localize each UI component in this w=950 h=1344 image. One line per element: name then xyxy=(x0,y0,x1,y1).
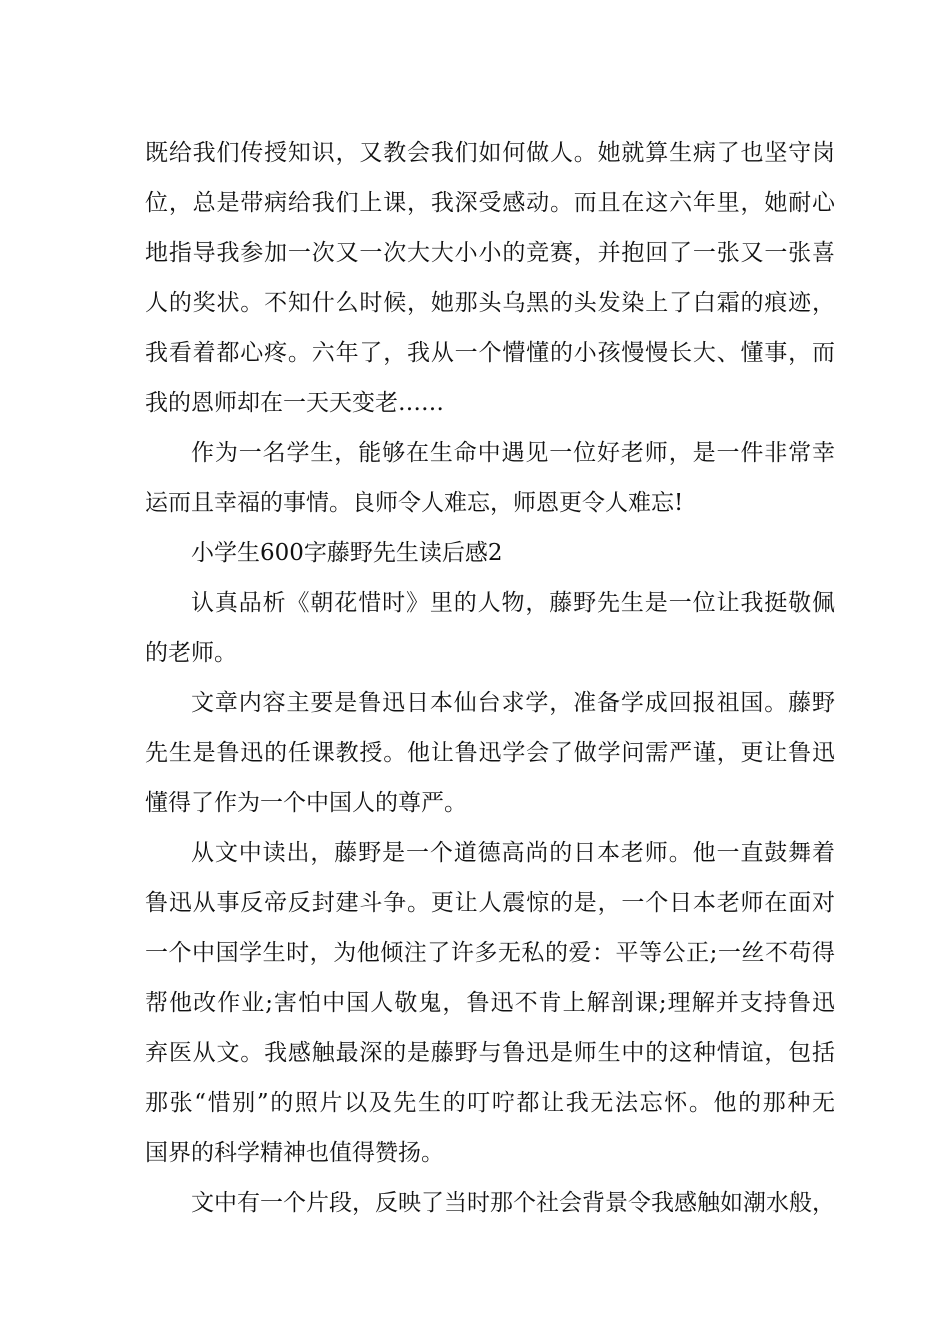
text-line: 文章内容主要是鲁迅日本仙台求学，准备学成回报祖国。藤野 xyxy=(191,690,835,716)
text-line: 弃医从文。我感触最深的是藤野与鲁迅是师生中的这种情谊，包括 xyxy=(145,1040,835,1066)
text-line: 地指导我参加一次又一次大大小小的竞赛，并抱回了一张又一张喜 xyxy=(145,240,835,266)
text-line: 既给我们传授知识，又教会我们如何做人。她就算生病了也坚守岗 xyxy=(145,140,835,166)
text-line: 从文中读出，藤野是一个道德高尚的日本老师。他一直鼓舞着 xyxy=(191,840,835,866)
text-line: 那张“惜别”的照片以及先生的叮咛都让我无法忘怀。他的那种无 xyxy=(145,1090,835,1116)
text-line: 我看着都心疼。六年了，我从一个懵懂的小孩慢慢长大、懂事，而 xyxy=(145,340,835,366)
text-line: 小学生600字藤野先生读后感2 xyxy=(191,540,503,566)
text-line: 鲁迅从事反帝反封建斗争。更让人震惊的是，一个日本老师在面对 xyxy=(145,890,835,916)
text-line: 人的奖状。不知什么时候，她那头乌黑的头发染上了白霜的痕迹， xyxy=(145,290,835,316)
document-body xyxy=(145,128,835,1228)
text-line: 懂得了作为一个中国人的尊严。 xyxy=(145,790,467,816)
text-line: 运而且幸福的事情。良师令人难忘，师恩更令人难忘! xyxy=(145,490,684,516)
text-line: 文中有一个片段，反映了当时那个社会背景令我感触如潮水般， xyxy=(191,1190,835,1216)
text-line: 的老师。 xyxy=(145,640,237,666)
text-line: 作为一名学生，能够在生命中遇见一位好老师，是一件非常幸 xyxy=(191,440,835,466)
text-line: 帮他改作业;害怕中国人敬鬼，鲁迅不肯上解剖课;理解并支持鲁迅 xyxy=(145,990,835,1016)
text-line: 国界的科学精神也值得赞扬。 xyxy=(145,1140,444,1166)
text-line: 一个中国学生时，为他倾注了许多无私的爱：平等公正;一丝不苟得 xyxy=(145,940,835,966)
text-line: 位，总是带病给我们上课，我深受感动。而且在这六年里，她耐心 xyxy=(145,190,835,216)
text-line: 先生是鲁迅的任课教授。他让鲁迅学会了做学问需严谨，更让鲁迅 xyxy=(145,740,835,766)
text-line: 认真品析《朝花惜时》里的人物，藤野先生是一位让我挺敬佩 xyxy=(191,590,835,616)
text-line: 我的恩师却在一天天变老…… xyxy=(145,390,444,416)
